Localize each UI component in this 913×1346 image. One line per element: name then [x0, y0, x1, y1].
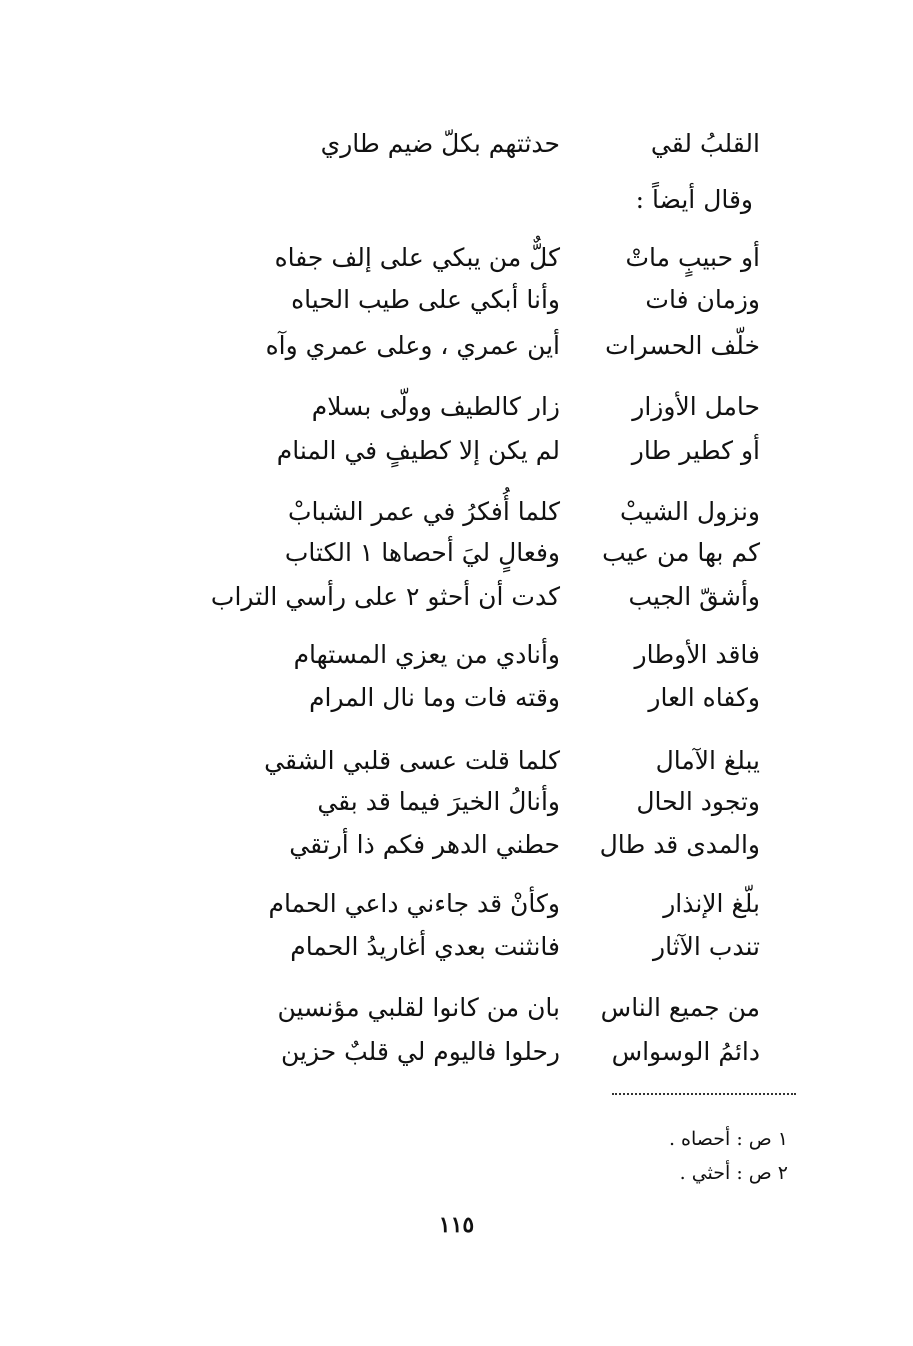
verse-second-hemistich: كم بها من عيب	[602, 538, 760, 567]
verse-second-hemistich: وكفاه العار	[648, 683, 760, 712]
verse-first-hemistich: كلما أُفكرُ في عمر الشبابْ	[287, 497, 560, 526]
verse-line	[270, 986, 760, 1030]
verse-second-hemistich: تندب الآثار	[653, 932, 760, 961]
verse-line	[270, 490, 760, 534]
footnote: ٢ ص : أحثي .	[679, 1162, 788, 1184]
verse-second-hemistich: وزمان فات	[645, 285, 760, 314]
verse-first-hemistich: وقته فات وما نال المرام	[309, 683, 560, 712]
verse-first-hemistich: كلٌّ من يبكي على إلف جفاه	[274, 243, 560, 272]
verse-first-hemistich: وأنادي من يعزي المستهام	[293, 640, 560, 669]
verse-second-hemistich: من جميع الناس	[600, 993, 760, 1022]
verse-line	[210, 575, 760, 619]
verse-line	[270, 1030, 760, 1074]
verse-first-hemistich: كلما قلت عسى قلبي الشقي	[264, 746, 560, 775]
verse-line	[265, 324, 760, 368]
verse-line	[270, 385, 760, 429]
verse-line	[270, 925, 760, 969]
verse-line	[270, 633, 760, 677]
verse-line	[270, 780, 760, 824]
verse-second-hemistich: القلبُ لقي	[650, 129, 760, 158]
verse-first-hemistich: بان من كانوا لقلبي مؤنسين	[277, 993, 560, 1022]
verse-second-hemistich: خلّف الحسرات	[605, 331, 760, 360]
footnote: ١ ص : أحصاه .	[668, 1128, 788, 1150]
verse-first-hemistich: وأنالُ الخيرَ فيما قد بقي	[317, 787, 560, 816]
verse-first-hemistich: رحلوا فاليوم لي قلبٌ حزين	[280, 1037, 560, 1066]
verse-second-hemistich: أو حبيبٍ ماتْ	[625, 243, 760, 272]
verse-line	[270, 823, 760, 867]
verse-line	[270, 122, 760, 166]
verse-second-hemistich: بلّغ الإنذار	[663, 889, 760, 918]
verse-line	[270, 429, 760, 473]
verse-second-hemistich: وتجود الحال	[636, 787, 760, 816]
verse-second-hemistich: يبلغ الآمال	[655, 746, 760, 775]
verse-line	[270, 882, 760, 926]
verse-first-hemistich: حدثتهم بكلّ ضيم طاري	[320, 129, 560, 158]
verse-line	[264, 739, 760, 783]
verse-second-hemistich: وأشقّ الجيب	[628, 582, 760, 611]
verse-line	[270, 236, 760, 280]
verse-first-hemistich: لم يكن إلا كطيفٍ في المنام	[276, 436, 560, 465]
verse-second-hemistich: أو كطير طار	[631, 436, 760, 465]
verse-first-hemistich: كدت أن أحثو ٢ على رأسي التراب	[210, 582, 560, 611]
footnote-separator	[612, 1093, 796, 1095]
verse-second-hemistich: دائمُ الوسواس	[611, 1037, 760, 1066]
verse-second-hemistich: والمدى قد طال	[599, 830, 760, 859]
page-number: ١١٥	[438, 1212, 475, 1238]
verse-second-hemistich: حامل الأوزار	[632, 392, 760, 421]
verse-first-hemistich: فانثنت بعدي أغاريدُ الحمام	[290, 932, 560, 961]
verse-line	[270, 531, 760, 575]
verse-first-hemistich: زار كالطيف وولّى بسلام	[311, 392, 560, 421]
verse-first-hemistich: وكأنْ قد جاءني داعي الحمام	[268, 889, 560, 918]
poem-introduction: وقال أيضاً :	[635, 185, 753, 214]
verse-line	[270, 676, 760, 720]
verse-second-hemistich: فاقد الأوطار	[634, 640, 760, 669]
verse-first-hemistich: أين عمري ، وعلى عمري وآه	[265, 331, 560, 360]
verse-line	[270, 278, 760, 322]
verse-first-hemistich: وأنا أبكي على طيب الحياه	[291, 285, 560, 314]
verse-first-hemistich: حطني الدهر فكم ذا أرتقي	[289, 830, 560, 859]
verse-second-hemistich: ونزول الشيبْ	[620, 497, 760, 526]
verse-first-hemistich: وفعالٍ ليَ أحصاها ١ الكتاب	[284, 538, 560, 567]
